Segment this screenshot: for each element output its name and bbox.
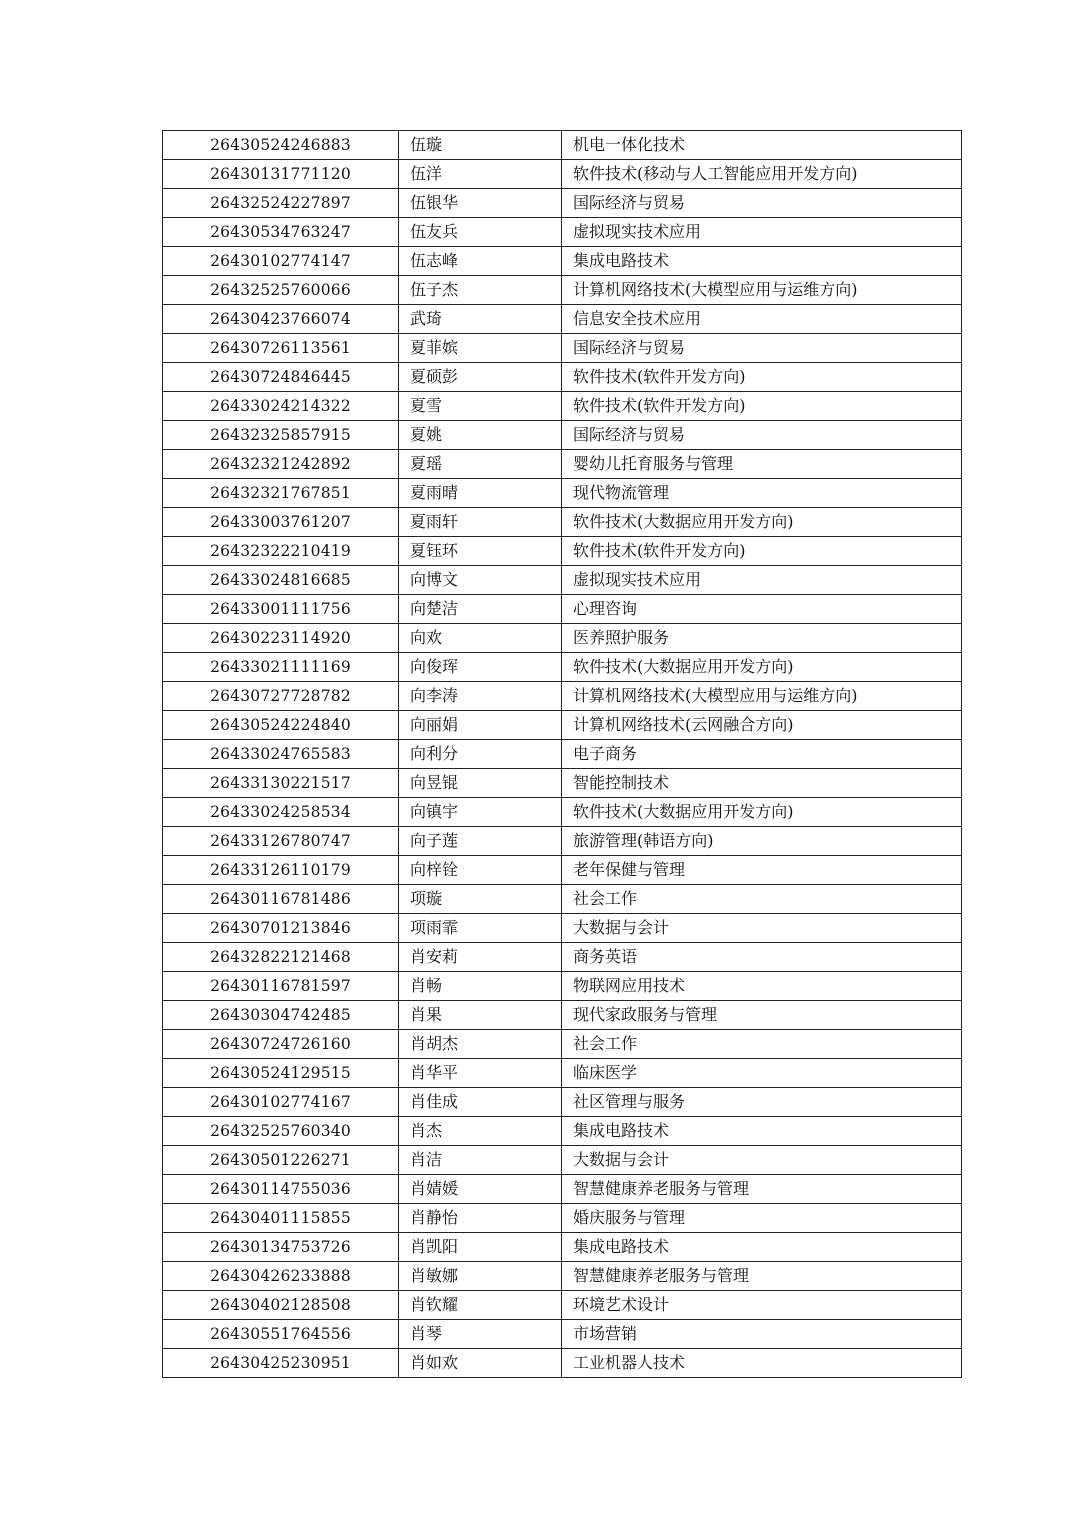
exam-number-cell: 26430304742485 bbox=[163, 1001, 399, 1030]
table-row bbox=[163, 1030, 962, 1059]
table-row bbox=[163, 798, 962, 827]
major-cell: 大数据与会计 bbox=[562, 914, 962, 943]
exam-number-cell: 26433024816685 bbox=[163, 566, 399, 595]
major-cell: 虚拟现实技术应用 bbox=[562, 218, 962, 247]
table-row bbox=[163, 508, 962, 537]
exam-number-cell: 26430727728782 bbox=[163, 682, 399, 711]
student-name-cell: 向梓铨 bbox=[399, 856, 562, 885]
exam-number-cell: 26432325857915 bbox=[163, 421, 399, 450]
student-name-cell: 伍友兵 bbox=[399, 218, 562, 247]
student-name-cell: 肖如欢 bbox=[399, 1349, 562, 1378]
exam-number-cell: 26430425230951 bbox=[163, 1349, 399, 1378]
major-cell: 虚拟现实技术应用 bbox=[562, 566, 962, 595]
major-cell: 国际经济与贸易 bbox=[562, 334, 962, 363]
student-name-cell: 向丽娟 bbox=[399, 711, 562, 740]
table-row bbox=[163, 276, 962, 305]
table-row bbox=[163, 1349, 962, 1378]
student-name-cell: 肖华平 bbox=[399, 1059, 562, 1088]
student-name-cell: 向子莲 bbox=[399, 827, 562, 856]
major-cell: 环境艺术设计 bbox=[562, 1291, 962, 1320]
student-name-cell: 肖佳成 bbox=[399, 1088, 562, 1117]
exam-number-cell: 26430726113561 bbox=[163, 334, 399, 363]
exam-number-cell: 26430524129515 bbox=[163, 1059, 399, 1088]
student-name-cell: 伍洋 bbox=[399, 160, 562, 189]
table-row bbox=[163, 450, 962, 479]
major-cell: 软件技术(大数据应用开发方向) bbox=[562, 798, 962, 827]
table-row bbox=[163, 392, 962, 421]
exam-number-cell: 26430551764556 bbox=[163, 1320, 399, 1349]
student-name-cell: 向李涛 bbox=[399, 682, 562, 711]
student-name-cell: 肖琴 bbox=[399, 1320, 562, 1349]
major-cell: 社会工作 bbox=[562, 1030, 962, 1059]
exam-number-cell: 26430116781597 bbox=[163, 972, 399, 1001]
major-cell: 临床医学 bbox=[562, 1059, 962, 1088]
exam-number-cell: 26430426233888 bbox=[163, 1262, 399, 1291]
exam-number-cell: 26430724726160 bbox=[163, 1030, 399, 1059]
student-name-cell: 向镇宇 bbox=[399, 798, 562, 827]
major-cell: 商务英语 bbox=[562, 943, 962, 972]
table-row bbox=[163, 1059, 962, 1088]
student-name-cell: 夏姚 bbox=[399, 421, 562, 450]
table-row bbox=[163, 1088, 962, 1117]
major-cell: 计算机网络技术(云网融合方向) bbox=[562, 711, 962, 740]
table-row bbox=[163, 305, 962, 334]
student-name-cell: 肖胡杰 bbox=[399, 1030, 562, 1059]
exam-number-cell: 26433126780747 bbox=[163, 827, 399, 856]
student-name-cell: 向昱锟 bbox=[399, 769, 562, 798]
table-row bbox=[163, 1262, 962, 1291]
student-name-cell: 项雨霏 bbox=[399, 914, 562, 943]
exam-number-cell: 26430724846445 bbox=[163, 363, 399, 392]
major-cell: 计算机网络技术(大模型应用与运维方向) bbox=[562, 276, 962, 305]
exam-number-cell: 26430534763247 bbox=[163, 218, 399, 247]
table-row bbox=[163, 943, 962, 972]
table-row bbox=[163, 711, 962, 740]
table-row bbox=[163, 972, 962, 1001]
table-row bbox=[163, 421, 962, 450]
major-cell: 软件技术(大数据应用开发方向) bbox=[562, 508, 962, 537]
exam-number-cell: 26432822121468 bbox=[163, 943, 399, 972]
table-row bbox=[163, 363, 962, 392]
roster-body bbox=[163, 131, 962, 1378]
exam-number-cell: 26432524227897 bbox=[163, 189, 399, 218]
student-name-cell: 夏雨晴 bbox=[399, 479, 562, 508]
student-name-cell: 向楚洁 bbox=[399, 595, 562, 624]
table-row bbox=[163, 595, 962, 624]
major-cell: 老年保健与管理 bbox=[562, 856, 962, 885]
exam-number-cell: 26430114755036 bbox=[163, 1175, 399, 1204]
student-name-cell: 肖果 bbox=[399, 1001, 562, 1030]
exam-number-cell: 26433126110179 bbox=[163, 856, 399, 885]
exam-number-cell: 26433024258534 bbox=[163, 798, 399, 827]
student-name-cell: 夏钰环 bbox=[399, 537, 562, 566]
major-cell: 软件技术(软件开发方向) bbox=[562, 392, 962, 421]
student-name-cell: 肖敏娜 bbox=[399, 1262, 562, 1291]
major-cell: 市场营销 bbox=[562, 1320, 962, 1349]
major-cell: 机电一体化技术 bbox=[562, 131, 962, 160]
student-name-cell: 肖静怡 bbox=[399, 1204, 562, 1233]
exam-number-cell: 26430116781486 bbox=[163, 885, 399, 914]
major-cell: 集成电路技术 bbox=[562, 1233, 962, 1262]
exam-number-cell: 26430524246883 bbox=[163, 131, 399, 160]
exam-number-cell: 26430401115855 bbox=[163, 1204, 399, 1233]
exam-number-cell: 26430131771120 bbox=[163, 160, 399, 189]
table-row bbox=[163, 479, 962, 508]
exam-number-cell: 26433021111169 bbox=[163, 653, 399, 682]
student-name-cell: 向欢 bbox=[399, 624, 562, 653]
student-name-cell: 伍子杰 bbox=[399, 276, 562, 305]
major-cell: 社区管理与服务 bbox=[562, 1088, 962, 1117]
table-row bbox=[163, 1320, 962, 1349]
student-name-cell: 伍银华 bbox=[399, 189, 562, 218]
student-name-cell: 肖洁 bbox=[399, 1146, 562, 1175]
table-row bbox=[163, 682, 962, 711]
major-cell: 医养照护服务 bbox=[562, 624, 962, 653]
exam-number-cell: 26433001111756 bbox=[163, 595, 399, 624]
major-cell: 工业机器人技术 bbox=[562, 1349, 962, 1378]
major-cell: 集成电路技术 bbox=[562, 247, 962, 276]
table-row bbox=[163, 885, 962, 914]
major-cell: 信息安全技术应用 bbox=[562, 305, 962, 334]
student-name-cell: 肖婧媛 bbox=[399, 1175, 562, 1204]
major-cell: 物联网应用技术 bbox=[562, 972, 962, 1001]
table-row bbox=[163, 1204, 962, 1233]
student-roster-table bbox=[162, 130, 962, 1378]
exam-number-cell: 26430423766074 bbox=[163, 305, 399, 334]
major-cell: 婴幼儿托育服务与管理 bbox=[562, 450, 962, 479]
major-cell: 国际经济与贸易 bbox=[562, 421, 962, 450]
exam-number-cell: 26430134753726 bbox=[163, 1233, 399, 1262]
exam-number-cell: 26430701213846 bbox=[163, 914, 399, 943]
major-cell: 智能控制技术 bbox=[562, 769, 962, 798]
major-cell: 电子商务 bbox=[562, 740, 962, 769]
exam-number-cell: 26430223114920 bbox=[163, 624, 399, 653]
student-name-cell: 夏瑶 bbox=[399, 450, 562, 479]
table-row bbox=[163, 537, 962, 566]
major-cell: 智慧健康养老服务与管理 bbox=[562, 1262, 962, 1291]
exam-number-cell: 26430524224840 bbox=[163, 711, 399, 740]
exam-number-cell: 26432525760066 bbox=[163, 276, 399, 305]
major-cell: 现代家政服务与管理 bbox=[562, 1001, 962, 1030]
major-cell: 社会工作 bbox=[562, 885, 962, 914]
table-row bbox=[163, 1175, 962, 1204]
major-cell: 软件技术(软件开发方向) bbox=[562, 537, 962, 566]
table-row bbox=[163, 624, 962, 653]
table-row bbox=[163, 334, 962, 363]
major-cell: 集成电路技术 bbox=[562, 1117, 962, 1146]
table-row bbox=[163, 827, 962, 856]
exam-number-cell: 26433024765583 bbox=[163, 740, 399, 769]
major-cell: 现代物流管理 bbox=[562, 479, 962, 508]
major-cell: 软件技术(大数据应用开发方向) bbox=[562, 653, 962, 682]
student-name-cell: 项璇 bbox=[399, 885, 562, 914]
table-row bbox=[163, 1117, 962, 1146]
student-name-cell: 肖钦耀 bbox=[399, 1291, 562, 1320]
table-row bbox=[163, 247, 962, 276]
exam-number-cell: 26432525760340 bbox=[163, 1117, 399, 1146]
table-row bbox=[163, 160, 962, 189]
exam-number-cell: 26433003761207 bbox=[163, 508, 399, 537]
table-row bbox=[163, 189, 962, 218]
table-row bbox=[163, 653, 962, 682]
major-cell: 心理咨询 bbox=[562, 595, 962, 624]
table-row bbox=[163, 1146, 962, 1175]
student-name-cell: 向利分 bbox=[399, 740, 562, 769]
exam-number-cell: 26430402128508 bbox=[163, 1291, 399, 1320]
table-row bbox=[163, 218, 962, 247]
exam-number-cell: 26430102774147 bbox=[163, 247, 399, 276]
student-name-cell: 肖安莉 bbox=[399, 943, 562, 972]
student-name-cell: 夏雨轩 bbox=[399, 508, 562, 537]
exam-number-cell: 26432321767851 bbox=[163, 479, 399, 508]
student-name-cell: 向博文 bbox=[399, 566, 562, 595]
table-row bbox=[163, 914, 962, 943]
student-name-cell: 夏菲嫔 bbox=[399, 334, 562, 363]
table-row bbox=[163, 1233, 962, 1262]
table-row bbox=[163, 131, 962, 160]
exam-number-cell: 26432321242892 bbox=[163, 450, 399, 479]
exam-number-cell: 26433130221517 bbox=[163, 769, 399, 798]
major-cell: 计算机网络技术(大模型应用与运维方向) bbox=[562, 682, 962, 711]
table-row bbox=[163, 1291, 962, 1320]
student-name-cell: 伍志峰 bbox=[399, 247, 562, 276]
major-cell: 国际经济与贸易 bbox=[562, 189, 962, 218]
student-name-cell: 肖凯阳 bbox=[399, 1233, 562, 1262]
major-cell: 智慧健康养老服务与管理 bbox=[562, 1175, 962, 1204]
table-row bbox=[163, 856, 962, 885]
major-cell: 大数据与会计 bbox=[562, 1146, 962, 1175]
student-name-cell: 夏硕彭 bbox=[399, 363, 562, 392]
student-name-cell: 肖畅 bbox=[399, 972, 562, 1001]
table-row bbox=[163, 566, 962, 595]
major-cell: 旅游管理(韩语方向) bbox=[562, 827, 962, 856]
major-cell: 婚庆服务与管理 bbox=[562, 1204, 962, 1233]
major-cell: 软件技术(软件开发方向) bbox=[562, 363, 962, 392]
exam-number-cell: 26430501226271 bbox=[163, 1146, 399, 1175]
student-name-cell: 向俊珲 bbox=[399, 653, 562, 682]
major-cell: 软件技术(移动与人工智能应用开发方向) bbox=[562, 160, 962, 189]
exam-number-cell: 26433024214322 bbox=[163, 392, 399, 421]
table-row bbox=[163, 740, 962, 769]
student-name-cell: 夏雪 bbox=[399, 392, 562, 421]
table-row bbox=[163, 769, 962, 798]
student-name-cell: 武琦 bbox=[399, 305, 562, 334]
exam-number-cell: 26430102774167 bbox=[163, 1088, 399, 1117]
student-name-cell: 伍璇 bbox=[399, 131, 562, 160]
exam-number-cell: 26432322210419 bbox=[163, 537, 399, 566]
table-row bbox=[163, 1001, 962, 1030]
student-name-cell: 肖杰 bbox=[399, 1117, 562, 1146]
